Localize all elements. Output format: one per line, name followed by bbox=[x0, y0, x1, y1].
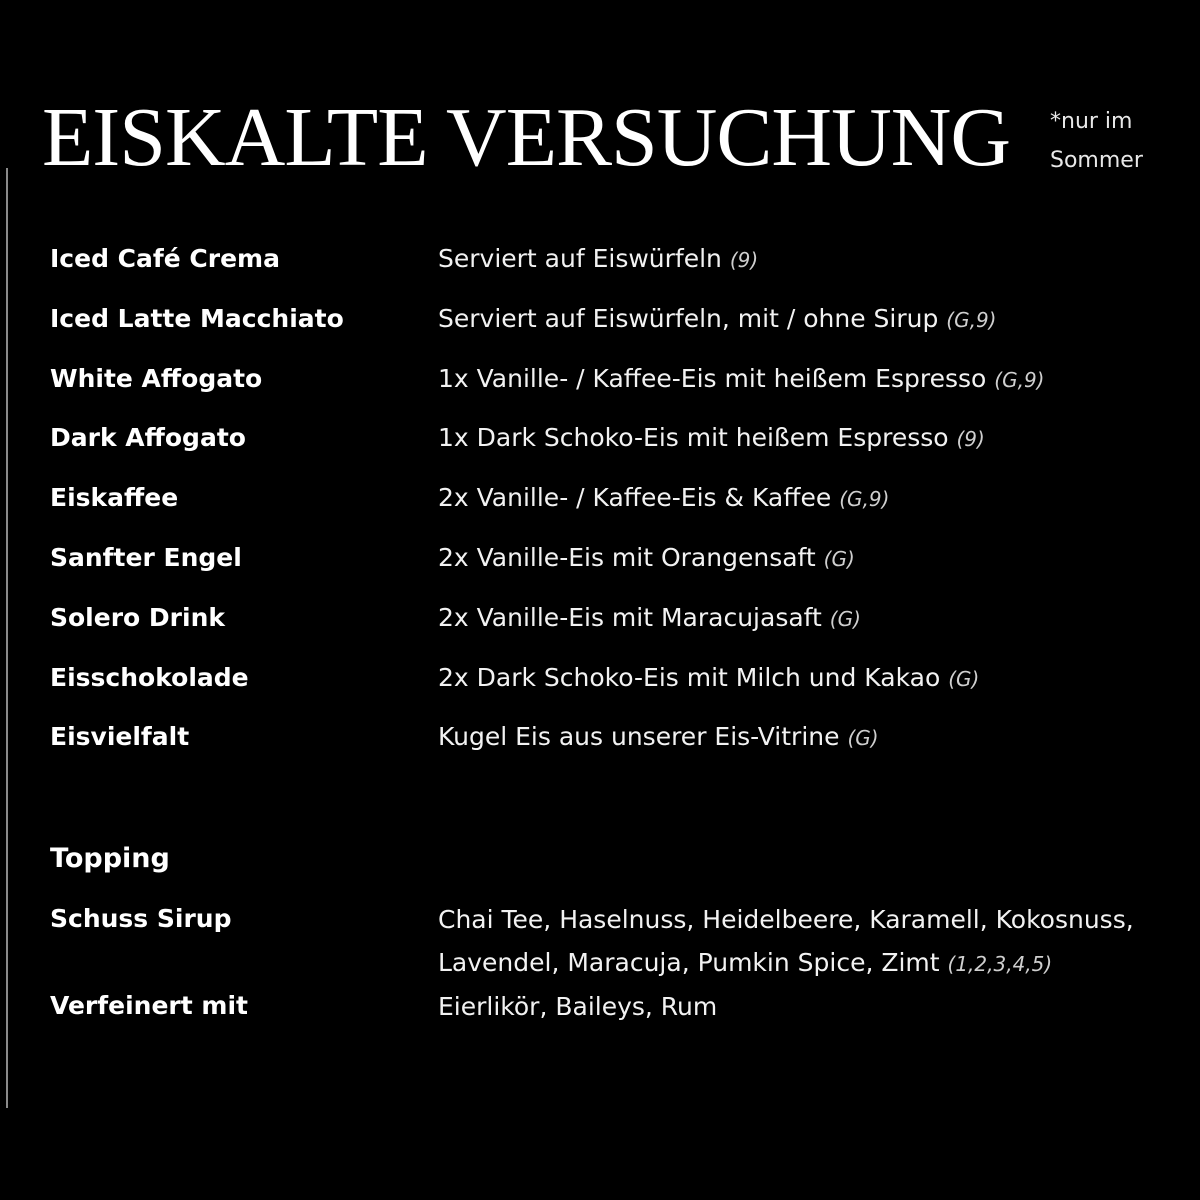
allergen-codes: (G) bbox=[847, 726, 879, 751]
description-text: 2x Vanille- / Kaffee-Eis & Kaffee bbox=[438, 483, 832, 513]
description-text: 1x Dark Schoko-Eis mit heißem Espresso bbox=[438, 423, 949, 453]
season-note-line-1: *nur im bbox=[1050, 109, 1133, 134]
allergen-codes: (G,9) bbox=[839, 487, 890, 512]
description-text: Serviert auf Eiswürfeln, mit / ohne Sirup bbox=[438, 303, 939, 333]
drinks-menu bbox=[50, 238, 1150, 776]
item-description bbox=[438, 597, 1150, 640]
item-description bbox=[438, 358, 1150, 401]
topping-list bbox=[50, 898, 1150, 1029]
menu-item bbox=[50, 477, 1150, 537]
item-description bbox=[438, 716, 1150, 759]
description-text: 2x Dark Schoko-Eis mit Milch und Kakao bbox=[438, 662, 941, 692]
item-name: Iced Latte Macchiato bbox=[50, 303, 344, 333]
item-description bbox=[438, 238, 1150, 281]
topping-item bbox=[50, 898, 1150, 985]
item-description bbox=[438, 417, 1150, 460]
item-name: Verfeinert mit bbox=[50, 991, 248, 1020]
allergen-codes: (G,9) bbox=[994, 367, 1045, 392]
menu-item bbox=[50, 657, 1150, 717]
menu-item bbox=[50, 298, 1150, 358]
item-description bbox=[438, 898, 1150, 986]
item-name: Sanfter Engel bbox=[50, 542, 242, 572]
description-text: Serviert auf Eiswürfeln bbox=[438, 244, 722, 273]
description-text: Kugel Eis aus unserer Eis-Vitrine bbox=[438, 722, 840, 752]
page-title: EISKALTE VERSUCHUNG bbox=[42, 91, 1011, 184]
description-text: 2x Vanille-Eis mit Maracujasaft bbox=[438, 602, 822, 632]
allergen-codes: (G,9) bbox=[946, 307, 997, 332]
menu-item bbox=[50, 417, 1150, 477]
item-description: Eierlikör, Baileys, Rum bbox=[438, 992, 718, 1021]
item-name: Eiskaffee bbox=[50, 483, 179, 513]
allergen-codes: (G) bbox=[823, 546, 855, 571]
menu-item bbox=[50, 537, 1150, 597]
menu-item bbox=[50, 358, 1150, 418]
item-description bbox=[438, 477, 1150, 520]
allergen-codes: (9) bbox=[956, 427, 985, 452]
left-divider bbox=[6, 168, 8, 1108]
menu-item bbox=[50, 716, 1150, 776]
description-text: 1x Vanille- / Kaffee-Eis mit heißem Espresso bbox=[438, 363, 987, 393]
item-description bbox=[438, 298, 1150, 341]
topping-item bbox=[50, 985, 1150, 1029]
item-name: Dark Affogato bbox=[50, 423, 246, 453]
season-note bbox=[1050, 102, 1170, 180]
item-name: Iced Café Crema bbox=[50, 244, 280, 273]
description-text: Lavendel, Maracuja, Pumkin Spice, Zimt bbox=[438, 948, 940, 977]
menu-item bbox=[50, 238, 1150, 298]
allergen-codes: (G) bbox=[948, 666, 980, 691]
item-description bbox=[438, 537, 1150, 580]
topping-heading: Topping bbox=[50, 843, 170, 874]
item-name: Schuss Sirup bbox=[50, 904, 232, 933]
description-line-2 bbox=[438, 941, 1150, 986]
season-note-line-2: Sommer bbox=[1050, 148, 1143, 173]
item-name: Eisschokolade bbox=[50, 662, 249, 692]
item-name: Eisvielfalt bbox=[50, 722, 190, 752]
description-line-1: Chai Tee, Haselnuss, Heidelbeere, Karamell, Kokosnuss, bbox=[438, 905, 1134, 934]
allergen-codes: (1,2,3,4,5) bbox=[947, 952, 1053, 976]
allergen-codes: (G) bbox=[829, 606, 861, 631]
description-text: 2x Vanille-Eis mit Orangensaft bbox=[438, 542, 816, 572]
item-name: Solero Drink bbox=[50, 602, 225, 632]
item-description bbox=[438, 657, 1150, 700]
allergen-codes: (9) bbox=[729, 248, 759, 272]
item-name: White Affogato bbox=[50, 363, 263, 393]
menu-item bbox=[50, 597, 1150, 657]
